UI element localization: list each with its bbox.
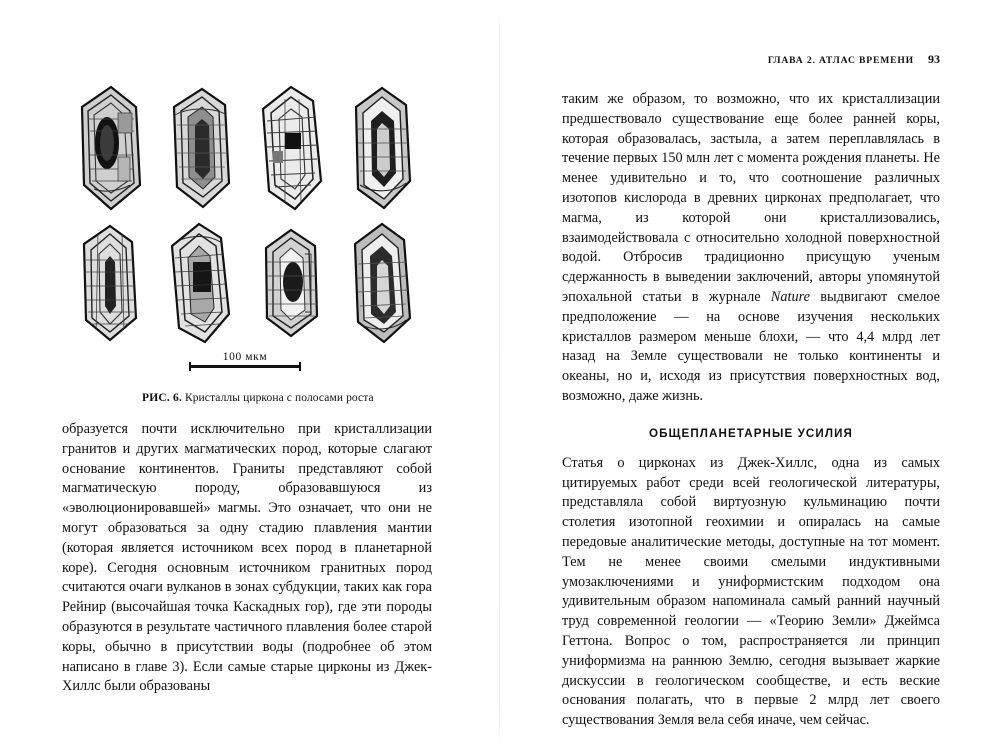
- scale-bar-label: 100 мкм: [222, 351, 268, 363]
- zircon-crystal-2: [162, 84, 243, 211]
- zircon-crystal-3: [252, 84, 333, 211]
- figure-6-image: [67, 84, 427, 374]
- left-page-column: [62, 84, 432, 697]
- right-paragraph-1-part-b: выдвигают смелое предположение — на основе изучения нескольких кристаллов размером меньше блохи, — что 4,4 млрд лет назад на Земле существовали не только континенты и океаны, но и, исходя из присутствия поверхностных вод, возможно, даже жизнь.: [562, 288, 940, 404]
- zircon-crystal-1: [71, 84, 152, 211]
- running-head-chapter: ГЛАВА 2. АТЛАС ВРЕМЕНИ: [767, 55, 914, 66]
- right-paragraph-2: Статья о цирконах из Джек-Хиллс, одна из самых цитируемых работ среди всей геологической литературы, представляла собой виртуозную кульминацию почти столетия изотопной геохимии и опиралась на самые передовые аналитические методы, доступные на тот момент. Тем не менее своими смелыми индуктивными умозаключениями и униформистским подходом она удивительным образом напоминала самый ранний научный труд современной геологии — «Теорию Земли» Джеймса Геттона. Вопрос о том, распространяется ли принцип униформизма на раннюю Землю, сегодня вызывает жаркие дискуссии в геологическом сообществе, и есть веские основания полагать, что в первые 2 млрд лет своего существования Земля вела себя иначе, чем сейчас.: [562, 454, 940, 729]
- zircon-crystal-7: [252, 219, 333, 346]
- right-paragraph-1: [562, 90, 940, 407]
- scale-bar-line: [189, 365, 301, 368]
- figure-caption-text: Кристаллы циркона с полосами роста: [184, 392, 374, 404]
- left-page-body: [62, 420, 432, 697]
- page-gutter: [499, 0, 500, 752]
- zircon-crystal-5: [71, 219, 152, 346]
- zircon-crystal-grid: [71, 84, 423, 346]
- running-head: [562, 52, 940, 67]
- zircon-crystal-6: [162, 219, 243, 346]
- left-body-paragraph: образуется почти исключительно при кристаллизации гранитов и других магматических пород, которые слагают основание континентов. Граниты представляют собой магматическую породу, образовавшуюся из «эволюционировавшей» магмы. Это означает, что они не могут образоваться за одну стадию плавления мантии (которая является источником всех пород в планетарной коре). Сегодня основным источником гранитных пород считаются очаги вулканов в зонах субдукции, таких как гора Рейнир (высочайшая точка Каскадных гор), где эти породы образуются в результате частичного плавления более старой коры, обычно в присутствии воды (подробнее об этом написано в главе 3). Если самые старые цирконы из Джек-Хиллс были образованы: [62, 421, 432, 695]
- zircon-crystal-4: [343, 84, 424, 211]
- journal-name-nature: Nature: [770, 288, 810, 305]
- section-heading: ОБЩЕПЛАНЕТАРНЫЕ УСИЛИЯ: [649, 426, 853, 440]
- page-number: 93: [928, 52, 940, 66]
- figure-caption: [62, 392, 432, 404]
- right-paragraph-1-part-a: таким же образом, то возможно, что их кристаллизации предшествовало существование еще более ранней коры, которая образовалась, застыла, а затем переплавлялась в течение первых 150 млн лет с момента рождения планеты. Не менее удивительно и то, что соотношение различных изотопов кислорода в древних цирконах предполагает, что магма, из которой они кристаллизовались, взаимодействовала с относительно холодной поверхностной водой. Отбросив традиционно присущую ученым сдержанность в выведении заключений, авторы упомянутой эпохальной статьи в журнале: [562, 91, 940, 305]
- figure-caption-number: РИС. 6.: [142, 392, 183, 404]
- right-page-column: [562, 90, 940, 731]
- zircon-crystal-8: [343, 219, 424, 346]
- figure-scale-bar: [189, 351, 301, 368]
